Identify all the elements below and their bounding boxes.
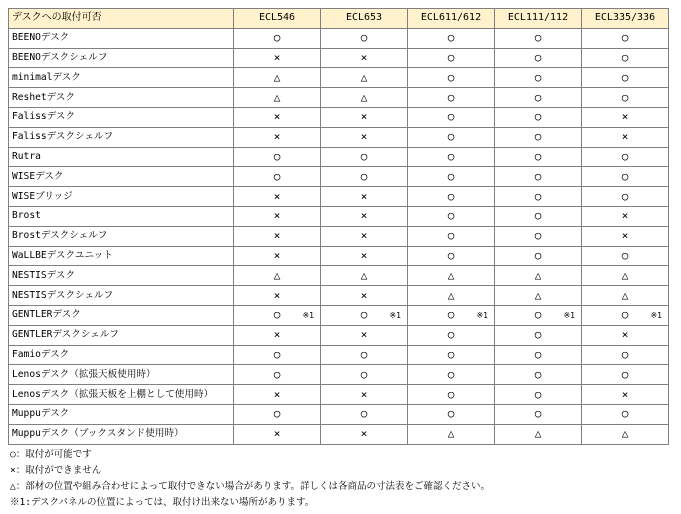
compatibility-mark: ×: [360, 288, 368, 302]
table-row: [9, 127, 669, 147]
compatibility-mark-cell: [321, 266, 408, 286]
compatibility-mark-cell: [582, 385, 669, 405]
compatibility-mark-cell: [408, 345, 495, 365]
desk-name-cell: BEENOデスク: [9, 28, 234, 48]
desk-name-cell: WISEブリッジ: [9, 187, 234, 207]
desk-name-cell: Brost: [9, 206, 234, 226]
compatibility-mark: ×: [273, 130, 281, 144]
compatibility-mark-cell: [408, 147, 495, 167]
compatibility-mark-cell: [234, 226, 321, 246]
compatibility-mark: ○: [447, 31, 455, 45]
compatibility-mark: ×: [273, 427, 281, 441]
compatibility-mark-cell: [234, 246, 321, 266]
compatibility-mark: ○: [534, 387, 542, 401]
compatibility-mark-cell: [234, 424, 321, 444]
compatibility-mark-cell: [582, 305, 669, 325]
corner-header: デスクへの取付可否: [9, 9, 234, 29]
compatibility-mark-cell: [234, 266, 321, 286]
compatibility-mark-cell: [495, 404, 582, 424]
compatibility-mark-cell: [408, 385, 495, 405]
compatibility-mark: ○: [621, 248, 629, 262]
compatibility-mark: ×: [273, 50, 281, 64]
compatibility-mark: ×: [360, 130, 368, 144]
table-row: [9, 365, 669, 385]
compatibility-mark: ○: [447, 50, 455, 64]
compatibility-mark-cell: [582, 107, 669, 127]
compatibility-mark-cell: [408, 286, 495, 306]
legend-item: ※1:デスクパネルの位置によっては、取付け出来ない場所があります。: [10, 497, 315, 508]
footnote-marker: ※1: [650, 310, 662, 320]
compatibility-mark-cell: [582, 187, 669, 207]
table-row: [9, 286, 669, 306]
model-header: ECL611/612: [408, 9, 495, 29]
compatibility-mark-cell: [495, 147, 582, 167]
compatibility-mark: ○: [447, 347, 455, 361]
compatibility-mark: ○: [534, 90, 542, 104]
compatibility-mark-cell: [321, 187, 408, 207]
table-row: [9, 147, 669, 167]
desk-name-cell: WaLLBEデスクユニット: [9, 246, 234, 266]
table-row: [9, 107, 669, 127]
table-row: [9, 305, 669, 325]
compatibility-mark: ○: [273, 149, 281, 163]
compatibility-mark: ○: [447, 367, 455, 381]
table-row: [9, 345, 669, 365]
table-row: [9, 48, 669, 68]
legend-item: ○：取付が可能です: [10, 449, 92, 460]
compatibility-mark: ○: [621, 149, 629, 163]
compatibility-mark: ○: [534, 308, 542, 322]
desk-name-cell: Muppuデスク（ブックスタンド使用時）: [9, 424, 234, 444]
compatibility-mark-cell: [321, 226, 408, 246]
compatibility-mark-cell: [582, 88, 669, 108]
compatibility-mark: ×: [360, 189, 368, 203]
table-row: [9, 424, 669, 444]
desk-name-cell: GENTLERデスク: [9, 305, 234, 325]
compatibility-mark-cell: [321, 286, 408, 306]
model-header: ECL335/336: [582, 9, 669, 29]
compatibility-mark-cell: [321, 68, 408, 88]
compatibility-mark-cell: [321, 88, 408, 108]
desk-name-cell: Rutra: [9, 147, 234, 167]
compatibility-mark: ○: [447, 328, 455, 342]
footnote-marker: ※1: [389, 310, 401, 320]
desk-name-cell: Falissデスクシェルフ: [9, 127, 234, 147]
desk-name-cell: Famioデスク: [9, 345, 234, 365]
compatibility-mark-cell: [408, 187, 495, 207]
table-row: [9, 88, 669, 108]
table-row: [9, 68, 669, 88]
compatibility-mark: ×: [621, 130, 629, 144]
compatibility-mark-cell: [495, 167, 582, 187]
compatibility-mark-cell: [582, 147, 669, 167]
compatibility-mark: ○: [273, 308, 281, 322]
compatibility-mark: ×: [273, 110, 281, 124]
compatibility-mark: ○: [447, 149, 455, 163]
compatibility-mark: ×: [273, 209, 281, 223]
compatibility-mark-cell: [408, 68, 495, 88]
desk-name-cell: Lenosデスク（拡張天板使用時）: [9, 365, 234, 385]
compatibility-mark: ○: [534, 110, 542, 124]
compatibility-mark: ○: [534, 189, 542, 203]
compatibility-mark-cell: [495, 206, 582, 226]
compatibility-mark-cell: [582, 226, 669, 246]
compatibility-mark-cell: [234, 48, 321, 68]
compatibility-mark-cell: [408, 48, 495, 68]
compatibility-mark: ○: [534, 149, 542, 163]
compatibility-mark: ○: [534, 347, 542, 361]
compatibility-mark: ○: [534, 248, 542, 262]
compatibility-mark: ○: [621, 31, 629, 45]
desk-name-cell: GENTLERデスクシェルフ: [9, 325, 234, 345]
compatibility-mark: ×: [273, 328, 281, 342]
table-row: [9, 404, 669, 424]
compatibility-mark-cell: [495, 385, 582, 405]
compatibility-mark: △: [360, 90, 368, 104]
compatibility-mark-cell: [495, 28, 582, 48]
compatibility-mark: ○: [621, 367, 629, 381]
compatibility-mark: ○: [621, 308, 629, 322]
compatibility-mark-cell: [495, 246, 582, 266]
compatibility-mark-cell: [321, 28, 408, 48]
compatibility-mark: ○: [447, 387, 455, 401]
compatibility-mark: ○: [621, 169, 629, 183]
compatibility-mark-cell: [582, 68, 669, 88]
footnote-marker: ※1: [563, 310, 575, 320]
compatibility-mark: ×: [360, 209, 368, 223]
compatibility-mark: ○: [534, 169, 542, 183]
compatibility-mark-cell: [234, 28, 321, 48]
compatibility-mark: ○: [534, 328, 542, 342]
compatibility-mark: ○: [447, 90, 455, 104]
table-row: [9, 325, 669, 345]
compatibility-mark: ×: [360, 229, 368, 243]
compatibility-mark-cell: [408, 424, 495, 444]
compatibility-mark-cell: [408, 167, 495, 187]
compatibility-mark-cell: [234, 187, 321, 207]
compatibility-mark: ○: [360, 308, 368, 322]
compatibility-mark-cell: [495, 226, 582, 246]
compatibility-mark: ○: [273, 169, 281, 183]
compatibility-mark: ○: [621, 50, 629, 64]
compatibility-mark-cell: [234, 206, 321, 226]
compatibility-mark-cell: [321, 107, 408, 127]
compatibility-mark: ○: [273, 407, 281, 421]
compatibility-mark-cell: [234, 345, 321, 365]
desk-name-cell: BEENOデスクシェルフ: [9, 48, 234, 68]
compatibility-mark-cell: [408, 206, 495, 226]
table-row: [9, 226, 669, 246]
compatibility-mark: ×: [621, 229, 629, 243]
compatibility-mark-cell: [234, 88, 321, 108]
desk-name-cell: NESTISデスク: [9, 266, 234, 286]
compatibility-mark-cell: [321, 305, 408, 325]
compatibility-mark-cell: [582, 28, 669, 48]
compatibility-mark: ○: [360, 149, 368, 163]
compatibility-mark-cell: [582, 206, 669, 226]
compatibility-mark: ○: [621, 90, 629, 104]
compatibility-mark: △: [273, 90, 281, 104]
table-row: [9, 28, 669, 48]
compatibility-mark-cell: [321, 325, 408, 345]
compatibility-mark-cell: [321, 404, 408, 424]
compatibility-mark: ○: [273, 347, 281, 361]
compatibility-mark-cell: [234, 127, 321, 147]
compatibility-mark: △: [360, 268, 368, 282]
compatibility-mark: ○: [534, 70, 542, 84]
compatibility-mark-cell: [495, 424, 582, 444]
compatibility-mark-cell: [321, 167, 408, 187]
compatibility-mark: ○: [447, 169, 455, 183]
compatibility-mark-cell: [234, 167, 321, 187]
legend-item: ×：取付ができません: [10, 465, 102, 476]
compatibility-mark: ×: [273, 189, 281, 203]
compatibility-mark-cell: [234, 404, 321, 424]
table-row: [9, 167, 669, 187]
compatibility-mark-cell: [321, 246, 408, 266]
compatibility-mark: ×: [360, 110, 368, 124]
footnote-marker: ※1: [302, 310, 314, 320]
compatibility-mark: ○: [273, 367, 281, 381]
compatibility-mark-cell: [582, 424, 669, 444]
compatibility-mark-cell: [582, 266, 669, 286]
compatibility-mark-cell: [495, 345, 582, 365]
compatibility-mark: ○: [447, 209, 455, 223]
compatibility-mark: ○: [534, 407, 542, 421]
compatibility-mark: ○: [621, 347, 629, 361]
compatibility-mark: △: [534, 427, 542, 441]
compatibility-mark: ×: [360, 248, 368, 262]
compatibility-mark-cell: [408, 226, 495, 246]
compatibility-mark-cell: [408, 28, 495, 48]
compatibility-mark-cell: [495, 68, 582, 88]
compatibility-mark: △: [621, 427, 629, 441]
compatibility-mark: ×: [360, 427, 368, 441]
compatibility-mark-cell: [321, 147, 408, 167]
compatibility-mark-cell: [582, 345, 669, 365]
compatibility-mark-cell: [234, 365, 321, 385]
desk-name-cell: minimalデスク: [9, 68, 234, 88]
table-body: [9, 28, 669, 444]
compatibility-mark: ×: [621, 209, 629, 223]
compatibility-mark-cell: [582, 286, 669, 306]
compatibility-mark: ○: [360, 347, 368, 361]
compatibility-mark: ○: [447, 229, 455, 243]
compatibility-mark-cell: [582, 365, 669, 385]
compatibility-mark: ○: [534, 209, 542, 223]
compatibility-mark-cell: [321, 48, 408, 68]
compatibility-mark-cell: [321, 206, 408, 226]
compatibility-mark: △: [621, 288, 629, 302]
compatibility-mark-cell: [495, 325, 582, 345]
compatibility-mark: ×: [360, 328, 368, 342]
desk-name-cell: Brostデスクシェルフ: [9, 226, 234, 246]
compatibility-mark: ○: [534, 367, 542, 381]
compatibility-mark-cell: [234, 68, 321, 88]
compatibility-mark-cell: [408, 365, 495, 385]
compatibility-mark: △: [447, 268, 455, 282]
compatibility-mark: △: [447, 288, 455, 302]
desk-name-cell: Lenosデスク（拡張天板を上棚として使用時）: [9, 385, 234, 405]
compatibility-mark: ×: [273, 288, 281, 302]
compatibility-mark-cell: [408, 404, 495, 424]
desk-name-cell: Reshetデスク: [9, 88, 234, 108]
compatibility-mark-cell: [408, 325, 495, 345]
compatibility-mark-cell: [321, 127, 408, 147]
compatibility-mark-cell: [495, 88, 582, 108]
compatibility-mark-cell: [408, 266, 495, 286]
compatibility-mark: ○: [621, 189, 629, 203]
table-row: [9, 266, 669, 286]
compatibility-mark-cell: [234, 147, 321, 167]
compatibility-table: [8, 8, 669, 445]
model-header: ECL653: [321, 9, 408, 29]
compatibility-mark: ×: [621, 328, 629, 342]
compatibility-mark-cell: [582, 404, 669, 424]
compatibility-mark: △: [534, 268, 542, 282]
compatibility-mark: △: [621, 268, 629, 282]
desk-name-cell: WISEデスク: [9, 167, 234, 187]
desk-name-cell: Falissデスク: [9, 107, 234, 127]
table-row: [9, 385, 669, 405]
compatibility-mark: ○: [534, 50, 542, 64]
model-header: ECL111/112: [495, 9, 582, 29]
compatibility-mark: ○: [360, 407, 368, 421]
compatibility-mark-cell: [495, 365, 582, 385]
legend-item: △：部材の位置や組み合わせによって取付できない場合があります。詳しくは各商品の寸法表をご確認ください。: [10, 481, 490, 492]
compatibility-mark: ○: [534, 130, 542, 144]
desk-name-cell: Muppuデスク: [9, 404, 234, 424]
compatibility-mark-cell: [234, 385, 321, 405]
compatibility-mark-cell: [495, 127, 582, 147]
compatibility-mark-cell: [408, 246, 495, 266]
desk-name-cell: NESTISデスクシェルフ: [9, 286, 234, 306]
compatibility-mark: ○: [534, 229, 542, 243]
compatibility-mark: ○: [447, 110, 455, 124]
compatibility-mark: △: [447, 427, 455, 441]
legend: [10, 447, 490, 511]
header-row: [9, 9, 669, 29]
compatibility-mark: ×: [621, 387, 629, 401]
compatibility-mark: ○: [360, 367, 368, 381]
compatibility-mark: △: [534, 288, 542, 302]
compatibility-mark: ○: [447, 308, 455, 322]
compatibility-mark-cell: [321, 345, 408, 365]
compatibility-mark-cell: [234, 305, 321, 325]
compatibility-mark: ○: [447, 189, 455, 203]
compatibility-mark: ○: [621, 70, 629, 84]
compatibility-mark-cell: [408, 127, 495, 147]
compatibility-mark-cell: [495, 48, 582, 68]
compatibility-mark-cell: [495, 266, 582, 286]
compatibility-mark-cell: [234, 286, 321, 306]
compatibility-mark: ○: [360, 169, 368, 183]
compatibility-mark-cell: [495, 107, 582, 127]
compatibility-mark: ○: [534, 31, 542, 45]
compatibility-mark: △: [273, 70, 281, 84]
compatibility-mark-cell: [408, 107, 495, 127]
table-row: [9, 246, 669, 266]
compatibility-mark: ×: [360, 387, 368, 401]
compatibility-mark: ○: [447, 70, 455, 84]
footnote-marker: ※1: [476, 310, 488, 320]
compatibility-mark: △: [273, 268, 281, 282]
model-header: ECL546: [234, 9, 321, 29]
compatibility-mark: ○: [273, 31, 281, 45]
compatibility-mark-cell: [582, 48, 669, 68]
compatibility-mark-cell: [495, 187, 582, 207]
compatibility-mark-cell: [321, 424, 408, 444]
compatibility-mark: ×: [621, 110, 629, 124]
table-row: [9, 187, 669, 207]
compatibility-mark-cell: [495, 305, 582, 325]
compatibility-mark-cell: [582, 127, 669, 147]
compatibility-mark: ○: [447, 248, 455, 262]
compatibility-mark-cell: [582, 246, 669, 266]
compatibility-mark: ○: [447, 130, 455, 144]
compatibility-mark: △: [360, 70, 368, 84]
compatibility-mark: ×: [273, 229, 281, 243]
compatibility-mark: ○: [621, 407, 629, 421]
compatibility-mark: ○: [447, 407, 455, 421]
compatibility-mark-cell: [234, 107, 321, 127]
compatibility-mark: ×: [360, 50, 368, 64]
compatibility-mark-cell: [582, 325, 669, 345]
compatibility-mark: ×: [273, 387, 281, 401]
compatibility-mark-cell: [321, 385, 408, 405]
compatibility-mark: ×: [273, 248, 281, 262]
compatibility-mark-cell: [321, 365, 408, 385]
compatibility-mark-cell: [582, 167, 669, 187]
table-row: [9, 206, 669, 226]
compatibility-mark-cell: [408, 305, 495, 325]
compatibility-mark-cell: [408, 88, 495, 108]
compatibility-mark-cell: [495, 286, 582, 306]
compatibility-mark: ○: [360, 31, 368, 45]
compatibility-mark-cell: [234, 325, 321, 345]
